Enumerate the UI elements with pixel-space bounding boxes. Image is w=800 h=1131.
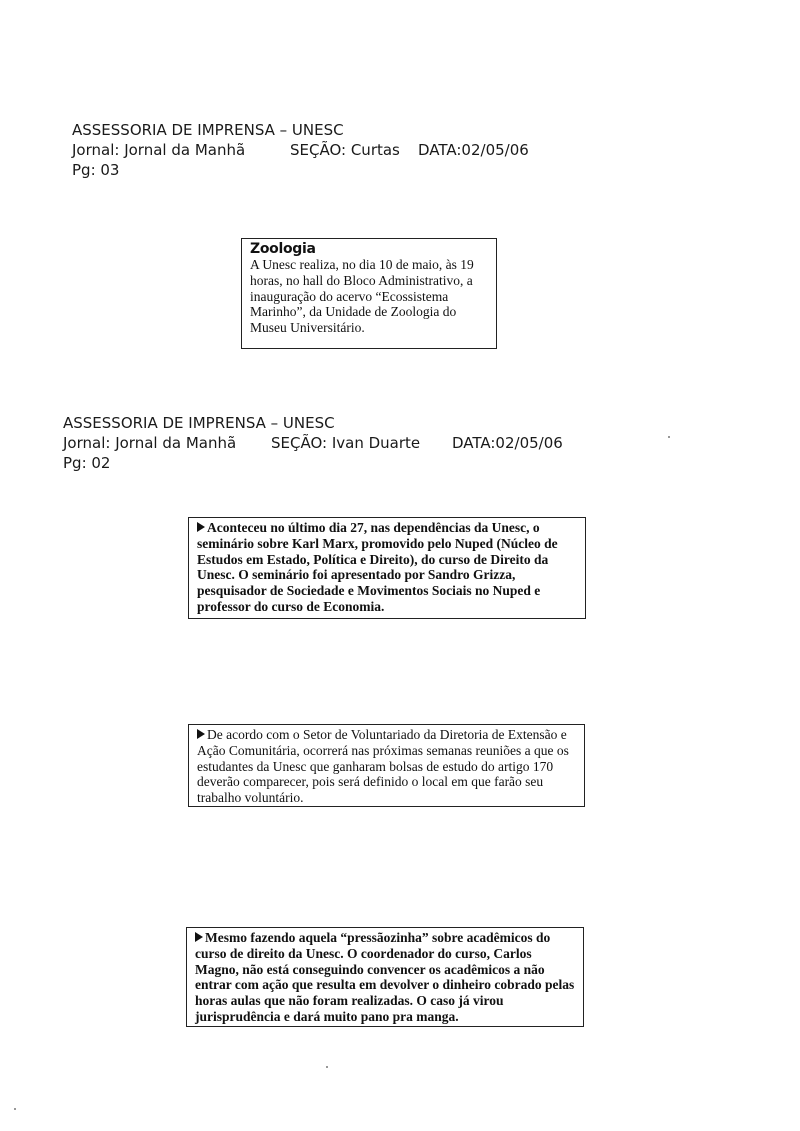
- scan-speck: [14, 1108, 16, 1110]
- header-jornal: Jornal: Jornal da Manhã: [72, 141, 246, 159]
- news-clipping-zoologia: [241, 238, 497, 349]
- header-jornal: Jornal: Jornal da Manhã: [63, 434, 237, 452]
- clipping-text: Mesmo fazendo aquela “pressãozinha” sobre acadêmicos do curso de direito da Unesc. O coordenador do curso, Carlos Magno, não está conseguindo convencer os acadêmicos a não entrar com ação que resulta em devolver o dinheiro cobrado pelas horas aulas que não foram realizadas. O caso já virou jurisprudência e dará muito pano pra manga.: [195, 930, 575, 1024]
- press-header-2: [63, 413, 583, 473]
- news-clipping-direito: [186, 927, 584, 1027]
- clipping-text: Aconteceu no último dia 27, nas dependências da Unesc, o seminário sobre Karl Marx, promovido pelo Nuped (Núcleo de Estudos em Estado, Política e Direito), do curso de Direito da Unesc. O seminário foi apresentado por Sandro Grizza, pesquisador de Sociedade e Movimentos Sociais no Nuped e professor do curso de Economia.: [197, 520, 558, 614]
- bullet-triangle-icon: [197, 729, 205, 739]
- header-page: Pg: 03: [72, 161, 120, 179]
- news-clipping-voluntariado: [188, 724, 585, 807]
- press-header-1: [72, 120, 552, 180]
- header-page: Pg: 02: [63, 454, 111, 472]
- clipping-kicker: Zoologia: [250, 241, 316, 257]
- header-data: DATA:02/05/06: [452, 434, 563, 452]
- header-title: ASSESSORIA DE IMPRENSA – UNESC: [72, 121, 344, 139]
- news-clipping-seminario: [188, 517, 586, 619]
- header-data: DATA:02/05/06: [418, 141, 529, 159]
- header-secao: SEÇÃO: Ivan Duarte: [271, 434, 421, 452]
- header-secao: SEÇÃO: Curtas: [290, 141, 400, 159]
- scan-speck: [668, 436, 670, 438]
- clipping-text: De acordo com o Setor de Voluntariado da Diretoria de Extensão e Ação Comunitária, ocorrerá nas próximas semanas reuniões a que os estudantes da Unesc que ganharam bolsas de estudo do artigo 170 deverão comparecer, pois será definido o local em que farão seu trabalho voluntário.: [197, 727, 569, 806]
- bullet-triangle-icon: [197, 522, 205, 532]
- header-title: ASSESSORIA DE IMPRENSA – UNESC: [63, 414, 335, 432]
- clipping-text: A Unesc realiza, no dia 10 de maio, às 19 horas, no hall do Bloco Administrativo, a inauguração do acervo “Ecossistema Marinho”, da Unidade de Zoologia do Museu Universitário.: [250, 257, 474, 336]
- scan-speck: [326, 1066, 328, 1068]
- bullet-triangle-icon: [195, 932, 203, 942]
